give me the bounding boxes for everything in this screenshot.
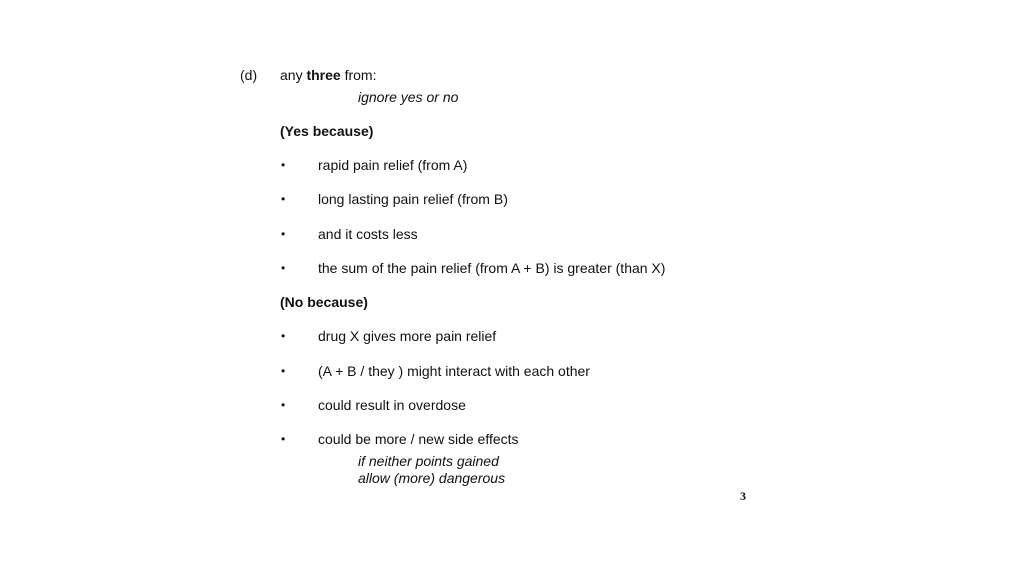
marking-note: ignore yes or no xyxy=(358,89,459,105)
bullet-icon: • xyxy=(281,192,286,206)
no-item: (A + B / they ) might interact with each other xyxy=(318,363,590,379)
yes-item: long lasting pain relief (from B) xyxy=(318,191,508,207)
intro-emphasis: three xyxy=(306,67,341,83)
no-item: could result in overdose xyxy=(318,397,466,413)
page-number: 3 xyxy=(740,489,746,503)
question-label: (d) xyxy=(240,67,258,83)
bullet-icon: • xyxy=(281,432,286,446)
intro-suffix: from: xyxy=(340,67,377,83)
bullet-icon: • xyxy=(281,364,286,378)
bullet-icon: • xyxy=(281,158,286,172)
question-intro xyxy=(280,67,376,84)
footnote: allow (more) dangerous xyxy=(358,470,506,486)
bullet-icon: • xyxy=(281,261,286,275)
footnote: if neither points gained xyxy=(358,453,499,469)
yes-item: rapid pain relief (from A) xyxy=(318,157,468,173)
no-item: could be more / new side effects xyxy=(318,431,519,447)
bullet-icon: • xyxy=(281,398,286,412)
yes-item: the sum of the pain relief (from A + B) is greater (than X) xyxy=(318,260,666,276)
intro-prefix: any xyxy=(280,67,307,83)
yes-item: and it costs less xyxy=(318,226,418,242)
yes-heading: (Yes because) xyxy=(280,123,374,139)
no-item: drug X gives more pain relief xyxy=(318,328,497,344)
no-heading: (No because) xyxy=(280,294,368,310)
bullet-icon: • xyxy=(281,227,286,241)
bullet-icon: • xyxy=(281,329,286,343)
